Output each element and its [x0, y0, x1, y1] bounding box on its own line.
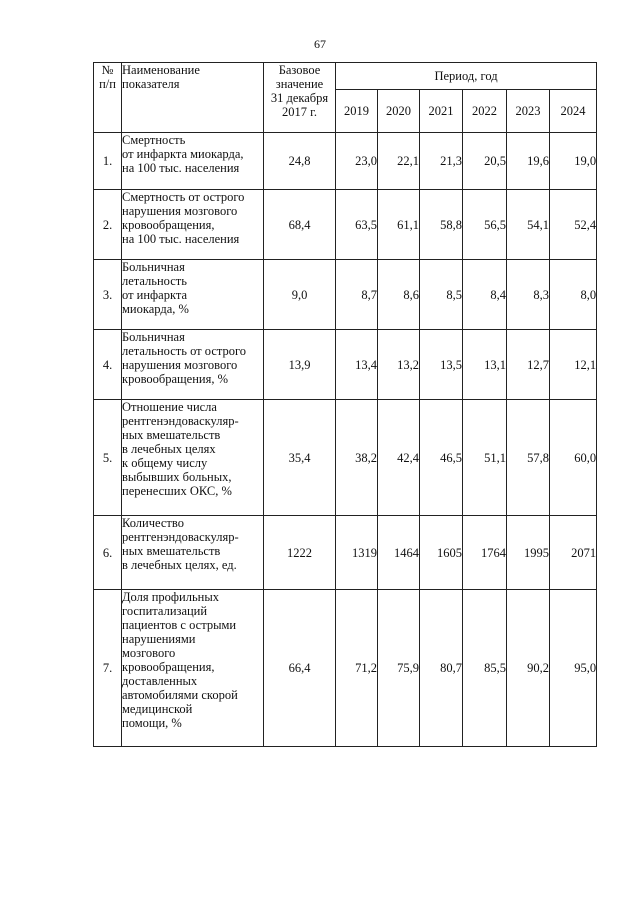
- year-value: 22,1: [378, 133, 420, 190]
- year-value: 57,8: [507, 400, 550, 516]
- row-number: 4.: [94, 330, 122, 400]
- year-value: 90,2: [507, 590, 550, 747]
- header-indicator-name: [122, 63, 264, 133]
- header-number: [94, 63, 122, 133]
- year-value: 13,1: [463, 330, 507, 400]
- header-base-line: значение: [275, 77, 324, 91]
- indicators-table: [93, 62, 597, 747]
- base-value: 24,8: [264, 133, 336, 190]
- year-value: 1319: [336, 516, 378, 590]
- indicator-name-line: летальность: [122, 274, 187, 288]
- year-value: 46,5: [420, 400, 463, 516]
- indicator-name-line: на 100 тыс. населения: [122, 232, 240, 246]
- header-year: 2021: [420, 90, 463, 133]
- indicator-name-line: в лечебных целях, ед.: [122, 558, 237, 572]
- indicator-name-line: к общему числу: [122, 456, 208, 470]
- header-base-value: [264, 63, 336, 133]
- year-value: 60,0: [550, 400, 597, 516]
- year-value: 13,2: [378, 330, 420, 400]
- indicator-name-line: Смертность: [122, 133, 186, 147]
- year-value: 61,1: [378, 190, 420, 260]
- year-value: 1995: [507, 516, 550, 590]
- indicator-name-line: ных вмешательств: [122, 544, 221, 558]
- year-value: 1464: [378, 516, 420, 590]
- base-value: 1222: [264, 516, 336, 590]
- indicator-name-line: летальность от острого: [122, 344, 247, 358]
- indicator-name-line: помощи, %: [122, 716, 182, 730]
- indicator-name-line: рентгенэндоваскуляр-: [122, 530, 239, 544]
- year-value: 2071: [550, 516, 597, 590]
- year-value: 8,7: [336, 260, 378, 330]
- year-value: 12,1: [550, 330, 597, 400]
- row-number: 6.: [94, 516, 122, 590]
- indicator-name: [122, 330, 264, 400]
- indicator-name-line: Смертность от острого: [122, 190, 245, 204]
- page-number: 67: [314, 37, 326, 51]
- indicator-name-line: Доля профильных: [122, 590, 219, 604]
- indicator-name: [122, 190, 264, 260]
- table-row: [94, 516, 597, 590]
- indicator-name: [122, 400, 264, 516]
- base-value: 13,9: [264, 330, 336, 400]
- row-number: 7.: [94, 590, 122, 747]
- year-value: 8,0: [550, 260, 597, 330]
- year-value: 8,3: [507, 260, 550, 330]
- year-value: 85,5: [463, 590, 507, 747]
- year-value: 13,5: [420, 330, 463, 400]
- table-row: [94, 330, 597, 400]
- year-value: 20,5: [463, 133, 507, 190]
- indicator-name-line: нарушениями: [122, 632, 196, 646]
- year-value: 1764: [463, 516, 507, 590]
- row-number: 2.: [94, 190, 122, 260]
- indicator-name-line: пациентов с острыми: [122, 618, 237, 632]
- indicator-name-line: нарушения мозгового: [122, 358, 238, 372]
- base-value: 66,4: [264, 590, 336, 747]
- indicator-name-line: выбывших больных,: [122, 470, 232, 484]
- indicator-name-line: кровообращения,: [122, 660, 215, 674]
- indicator-name-line: госпитализаций: [122, 604, 208, 618]
- indicator-name-line: миокарда, %: [122, 302, 189, 316]
- year-value: 13,4: [336, 330, 378, 400]
- indicator-name-line: медицинской: [122, 702, 193, 716]
- table-row: [94, 190, 597, 260]
- year-value: 21,3: [420, 133, 463, 190]
- year-value: 8,5: [420, 260, 463, 330]
- header-name-line: показателя: [122, 77, 180, 91]
- indicator-name-line: Больничная: [122, 330, 185, 344]
- indicator-name-line: в лечебных целях: [122, 442, 216, 456]
- year-value: 38,2: [336, 400, 378, 516]
- year-value: 71,2: [336, 590, 378, 747]
- year-value: 19,0: [550, 133, 597, 190]
- year-value: 1605: [420, 516, 463, 590]
- header-year: 2019: [336, 90, 378, 133]
- year-value: 63,5: [336, 190, 378, 260]
- table-row: [94, 260, 597, 330]
- year-value: 51,1: [463, 400, 507, 516]
- indicator-name-line: рентгенэндоваскуляр-: [122, 414, 239, 428]
- header-period: Период, год: [336, 63, 597, 90]
- indicator-name-line: кровообращения, %: [122, 372, 229, 386]
- year-value: 23,0: [336, 133, 378, 190]
- year-value: 58,8: [420, 190, 463, 260]
- indicator-name-line: Больничная: [122, 260, 185, 274]
- indicator-name-line: от инфаркта миокарда,: [122, 147, 244, 161]
- indicator-name-line: перенесших ОКС, %: [122, 484, 232, 498]
- indicator-name-line: ных вмешательств: [122, 428, 221, 442]
- row-number: 1.: [94, 133, 122, 190]
- table-row: [94, 400, 597, 516]
- year-value: 8,4: [463, 260, 507, 330]
- base-value: 9,0: [264, 260, 336, 330]
- base-value: 35,4: [264, 400, 336, 516]
- year-value: 8,6: [378, 260, 420, 330]
- indicator-name: [122, 133, 264, 190]
- header-year: 2024: [550, 90, 597, 133]
- indicator-name-line: от инфаркта: [122, 288, 188, 302]
- header-year: 2020: [378, 90, 420, 133]
- table-row: [94, 590, 597, 747]
- year-value: 95,0: [550, 590, 597, 747]
- header-name-line: Наименование: [122, 63, 200, 77]
- row-number: 5.: [94, 400, 122, 516]
- indicator-name-line: на 100 тыс. населения: [122, 161, 240, 175]
- year-value: 56,5: [463, 190, 507, 260]
- year-value: 19,6: [507, 133, 550, 190]
- header-number-line: №: [101, 63, 114, 77]
- year-value: 54,1: [507, 190, 550, 260]
- indicator-name: [122, 516, 264, 590]
- indicator-name-line: нарушения мозгового: [122, 204, 238, 218]
- indicator-name-line: Отношение числа: [122, 400, 217, 414]
- year-value: 42,4: [378, 400, 420, 516]
- indicator-name-line: мозгового: [122, 646, 176, 660]
- header-base-line: 2017 г.: [282, 105, 317, 119]
- header-base-line: Базовое: [278, 63, 321, 77]
- header-year: 2023: [507, 90, 550, 133]
- header-base-line: 31 декабря: [270, 91, 329, 105]
- indicator-name-line: кровообращения,: [122, 218, 215, 232]
- indicator-name: [122, 260, 264, 330]
- year-value: 75,9: [378, 590, 420, 747]
- indicator-name: [122, 590, 264, 747]
- indicator-name-line: автомобилями скорой: [122, 688, 238, 702]
- year-value: 52,4: [550, 190, 597, 260]
- base-value: 68,4: [264, 190, 336, 260]
- indicator-name-line: Количество: [122, 516, 184, 530]
- row-number: 3.: [94, 260, 122, 330]
- table-row: [94, 133, 597, 190]
- header-year: 2022: [463, 90, 507, 133]
- year-value: 12,7: [507, 330, 550, 400]
- year-value: 80,7: [420, 590, 463, 747]
- header-number-line: п/п: [99, 77, 116, 91]
- indicator-name-line: доставленных: [122, 674, 198, 688]
